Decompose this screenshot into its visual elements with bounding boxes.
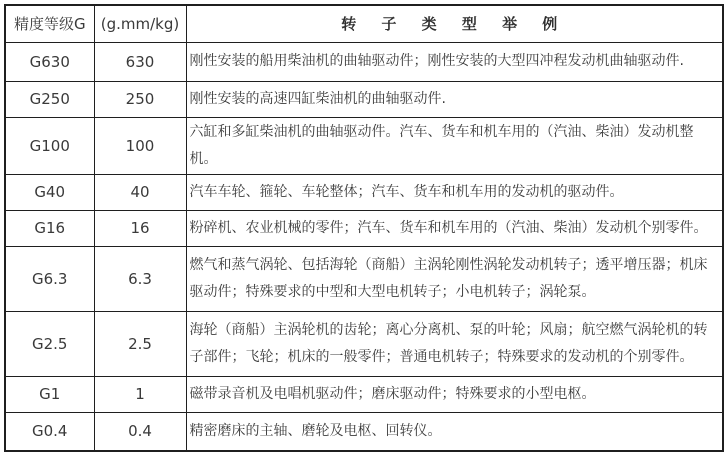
header-unit: (g.mm/kg) <box>94 5 186 42</box>
value-cell: 250 <box>94 81 186 117</box>
grade-cell: G100 <box>5 117 94 174</box>
value-cell: 40 <box>94 174 186 210</box>
table-row <box>5 117 723 174</box>
table-row <box>5 311 723 376</box>
grade-cell: G250 <box>5 81 94 117</box>
table-header-row <box>5 5 723 42</box>
grade-cell: G1 <box>5 376 94 412</box>
value-cell: 2.5 <box>94 311 186 376</box>
examples-cell: 刚性安装的船用柴油机的曲轴驱动件；刚性安装的大型四冲程发动机曲轴驱动件. <box>186 42 723 81</box>
table-row <box>5 246 723 311</box>
table-row <box>5 81 723 117</box>
examples-cell: 六缸和多缸柴油机的曲轴驱动件。汽车、货车和机车用的（汽油、柴油）发动机整机。 <box>186 117 723 174</box>
examples-cell: 刚性安装的高速四缸柴油机的曲轴驱动件. <box>186 81 723 117</box>
grade-cell: G6.3 <box>5 246 94 311</box>
grade-cell: G40 <box>5 174 94 210</box>
value-cell: 6.3 <box>94 246 186 311</box>
examples-cell: 燃气和蒸气涡轮、包括海轮（商船）主涡轮刚性涡轮发动机转子；透平增压器；机床驱动件；特殊要求的中型和大型电机转子；小电机转子；涡轮泵。 <box>186 246 723 311</box>
examples-cell: 精密磨床的主轴、磨轮及电枢、回转仪。 <box>186 412 723 451</box>
value-cell: 0.4 <box>94 412 186 451</box>
examples-cell: 粉碎机、农业机械的零件；汽车、货车和机车用的（汽油、柴油）发动机个别零件。 <box>186 210 723 246</box>
table-row <box>5 412 723 451</box>
header-examples: 转 子 类 型 举 例 <box>186 5 723 42</box>
grade-cell: G630 <box>5 42 94 81</box>
table-row <box>5 42 723 81</box>
grade-cell: G2.5 <box>5 311 94 376</box>
value-cell: 100 <box>94 117 186 174</box>
grade-cell: G16 <box>5 210 94 246</box>
table-row <box>5 376 723 412</box>
grade-cell: G0.4 <box>5 412 94 451</box>
value-cell: 630 <box>94 42 186 81</box>
balance-grade-table-container <box>4 4 722 452</box>
balance-grade-table <box>4 4 724 452</box>
examples-cell: 海轮（商船）主涡轮机的齿轮；离心分离机、泵的叶轮；风扇；航空燃气涡轮机的转子部件；飞轮；机床的一般零件；普通电机转子；特殊要求的发动机的个别零件。 <box>186 311 723 376</box>
value-cell: 16 <box>94 210 186 246</box>
header-grade: 精度等级G <box>5 5 94 42</box>
table-row <box>5 174 723 210</box>
examples-cell: 汽车车轮、箍轮、车轮整体；汽车、货车和机车用的发动机的驱动件。 <box>186 174 723 210</box>
value-cell: 1 <box>94 376 186 412</box>
table-row <box>5 210 723 246</box>
examples-cell: 磁带录音机及电唱机驱动件；磨床驱动件；特殊要求的小型电枢。 <box>186 376 723 412</box>
